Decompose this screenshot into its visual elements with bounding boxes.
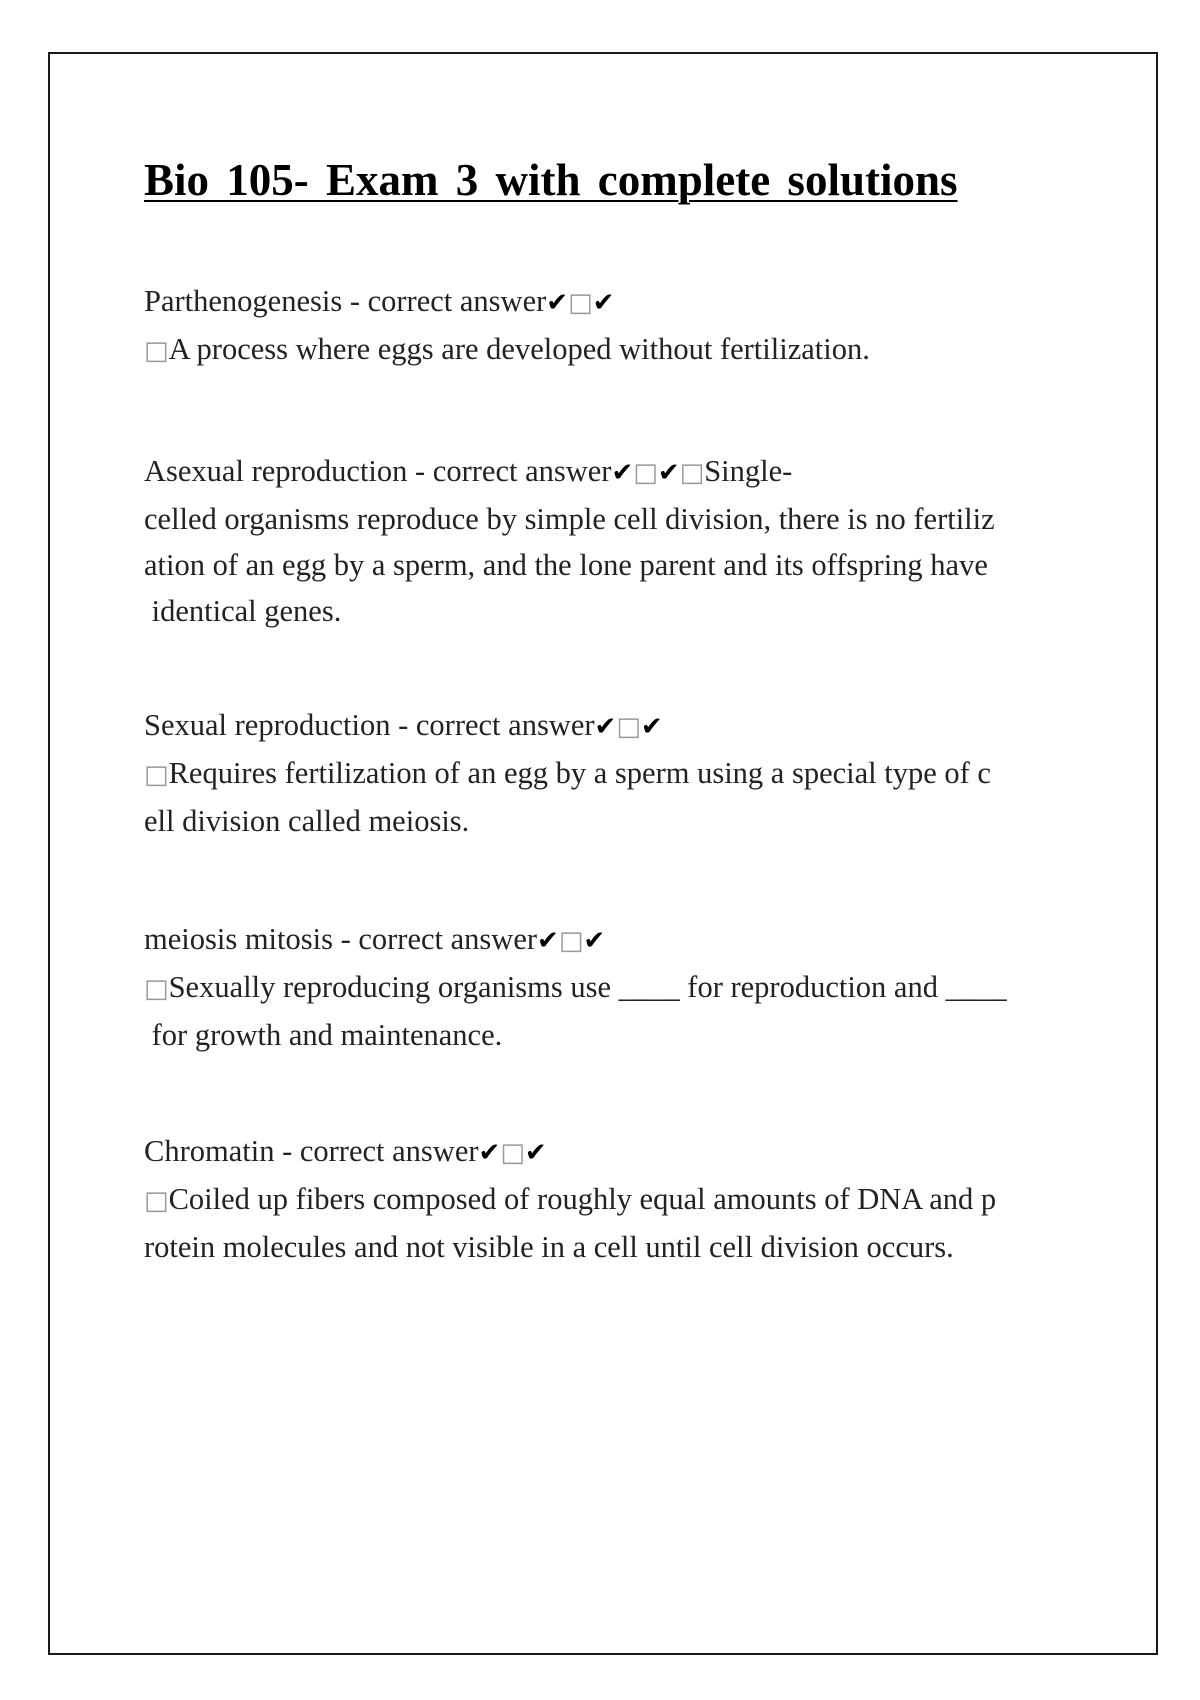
- qa-entry-asexual-reproduction: [144, 448, 1110, 634]
- missing-glyph-icon: □: [144, 1186, 169, 1216]
- term-line: [144, 1128, 1110, 1176]
- answer-line: identical genes.: [144, 594, 342, 628]
- term-line: [144, 448, 1110, 496]
- check-icon: ✔: [611, 458, 634, 488]
- check-icon: ✔: [657, 458, 680, 488]
- document-page: [48, 52, 1158, 1655]
- answer-text: Requires fertilization of an egg by a sperm using a special type of c: [168, 756, 991, 790]
- missing-glyph-icon: □: [633, 458, 658, 488]
- missing-glyph-icon: □: [568, 288, 593, 318]
- check-icon: ✔: [594, 712, 617, 742]
- answer-line: [144, 750, 1110, 798]
- answer-text: A process where eggs are developed without fertilization.: [168, 332, 870, 366]
- answer-line: rotein molecules and not visible in a cell until cell division occurs.: [144, 1230, 954, 1264]
- term-line: [144, 702, 1110, 750]
- term-text: Chromatin - correct answer: [144, 1134, 479, 1168]
- missing-glyph-icon: □: [144, 760, 169, 790]
- answer-text: Coiled up fibers composed of roughly equal amounts of DNA and p: [168, 1182, 997, 1216]
- term-text: Parthenogenesis - correct answer: [144, 284, 547, 318]
- answer-line: [144, 964, 1110, 1012]
- qa-entry-chromatin: [144, 1128, 1110, 1270]
- answer-line: [144, 1176, 1110, 1224]
- check-icon: ✔: [524, 1138, 547, 1168]
- check-icon: ✔: [478, 1138, 501, 1168]
- missing-glyph-icon: □: [500, 1138, 525, 1168]
- check-icon: ✔: [592, 288, 615, 318]
- term-text: Asexual reproduction - correct answer: [144, 454, 612, 488]
- qa-entry-meiosis-mitosis: [144, 916, 1110, 1058]
- answer-line: ation of an egg by a sperm, and the lone parent and its offspring have: [144, 548, 988, 582]
- qa-entry-sexual-reproduction: [144, 702, 1110, 844]
- answer-line: [144, 326, 1110, 374]
- check-icon: ✔: [537, 926, 559, 956]
- missing-glyph-icon: □: [679, 458, 705, 488]
- term-text: Sexual reproduction - correct answer: [144, 708, 595, 742]
- term-text: meiosis mitosis - correct answer: [144, 922, 538, 956]
- missing-glyph-icon: □: [558, 926, 584, 956]
- qa-entry-parthenogenesis: [144, 278, 1110, 374]
- answer-text: Single-: [704, 454, 793, 488]
- answer-line: celled organisms reproduce by simple cell division, there is no fertiliz: [144, 502, 995, 536]
- missing-glyph-icon: □: [144, 336, 169, 366]
- check-icon: ✔: [546, 288, 569, 318]
- check-icon: ✔: [583, 926, 606, 956]
- term-line: [144, 916, 1110, 964]
- missing-glyph-icon: □: [616, 712, 641, 742]
- answer-line: for growth and maintenance.: [144, 1018, 503, 1052]
- answer-text: Sexually reproducing organisms use ____ for reproduction and ____: [168, 970, 1007, 1004]
- check-icon: ✔: [640, 712, 663, 742]
- term-line: [144, 278, 1110, 326]
- document-title: Bio 105- Exam 3 with complete solutions: [144, 155, 958, 205]
- missing-glyph-icon: □: [144, 974, 169, 1004]
- answer-line: ell division called meiosis.: [144, 804, 470, 838]
